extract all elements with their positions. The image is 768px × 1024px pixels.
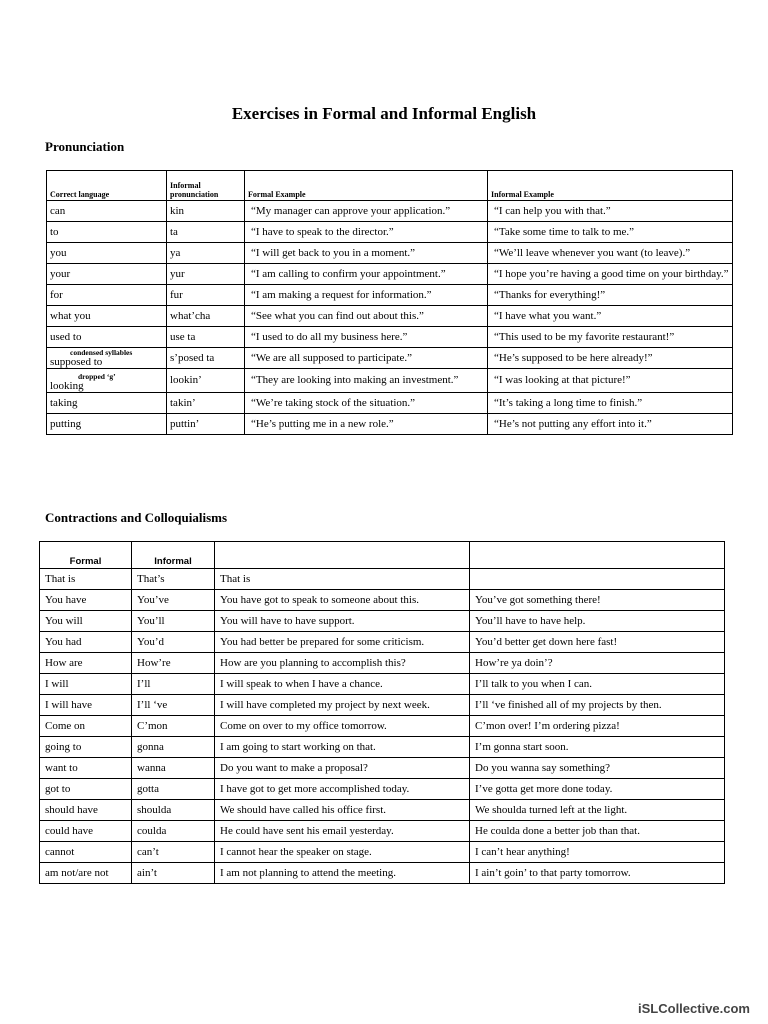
formal-example-cell: I will speak to when I have a chance. — [215, 674, 470, 695]
informal-cell: shoulda — [132, 800, 215, 821]
formal-cell: You have — [40, 590, 132, 611]
formal-cell: You will — [40, 611, 132, 632]
contractions-heading: Contractions and Colloquialisms — [45, 510, 228, 525]
table-row — [40, 632, 725, 653]
table-row — [47, 393, 733, 414]
pronunciation-table — [46, 170, 733, 435]
informal-example-cell: You’ll have to have help. — [470, 611, 725, 632]
table-row — [47, 201, 733, 222]
informal-cell: I’ll ‘ve — [132, 695, 215, 716]
correct-text: looking — [50, 380, 84, 392]
table-row — [40, 653, 725, 674]
informal-cell: ta — [167, 222, 245, 243]
informal-example-cell: “I hope you’re having a good time on your birthday.” — [488, 264, 733, 285]
formal-example-cell: You had better be prepared for some criticism. — [215, 632, 470, 653]
formal-example-cell: “He’s putting me in a new role.” — [245, 414, 488, 435]
informal-cell: That’s — [132, 569, 215, 590]
informal-cell: takin’ — [167, 393, 245, 414]
table-row — [47, 369, 733, 393]
formal-cell: I will — [40, 674, 132, 695]
informal-example-cell: You’ve got something there! — [470, 590, 725, 611]
formal-cell: am not/are not — [40, 863, 132, 884]
header-formal-example — [215, 542, 470, 569]
informal-example-cell: “I can help you with that.” — [488, 201, 733, 222]
informal-cell: gonna — [132, 737, 215, 758]
informal-cell: yur — [167, 264, 245, 285]
header-correct-language: Correct language — [47, 171, 167, 201]
header-informal-example: Informal Example — [488, 171, 733, 201]
formal-example-cell: We should have called his office first. — [215, 800, 470, 821]
informal-cell: puttin’ — [167, 414, 245, 435]
formal-example-cell: “I will get back to you in a moment.” — [245, 243, 488, 264]
correct-cell: putting — [47, 414, 167, 435]
table-row — [40, 758, 725, 779]
informal-example-cell: “Thanks for everything!” — [488, 285, 733, 306]
informal-example-cell: I’ll talk to you when I can. — [470, 674, 725, 695]
table-header-row — [40, 542, 725, 569]
informal-example-cell: “We’ll leave whenever you want (to leave).” — [488, 243, 733, 264]
informal-example-cell: “Take some time to talk to me.” — [488, 222, 733, 243]
formal-cell: got to — [40, 779, 132, 800]
informal-example-cell: I’m gonna start soon. — [470, 737, 725, 758]
correct-cell: used to — [47, 327, 167, 348]
formal-example-cell: Come on over to my office tomorrow. — [215, 716, 470, 737]
formal-example-cell: You have got to speak to someone about this. — [215, 590, 470, 611]
category-note: condensed syllables — [70, 348, 133, 357]
informal-cell: use ta — [167, 327, 245, 348]
informal-cell: fur — [167, 285, 245, 306]
informal-example-cell: “He’s supposed to be here already!” — [488, 348, 733, 369]
informal-example-cell: How’re ya doin’? — [470, 653, 725, 674]
informal-cell: gotta — [132, 779, 215, 800]
contractions-table — [39, 541, 725, 884]
table-row — [40, 800, 725, 821]
informal-example-cell: C’mon over! I’m ordering pizza! — [470, 716, 725, 737]
table-row — [47, 348, 733, 369]
table-row — [40, 674, 725, 695]
informal-example-cell: “I was looking at that picture!” — [488, 369, 733, 393]
formal-example-cell: “My manager can approve your application.” — [245, 201, 488, 222]
informal-example-cell: “This used to be my favorite restaurant!” — [488, 327, 733, 348]
correct-cell: can — [47, 201, 167, 222]
informal-example-cell: He coulda done a better job than that. — [470, 821, 725, 842]
table-row — [47, 285, 733, 306]
table-row — [47, 306, 733, 327]
category-note: dropped ‘g’ — [78, 372, 116, 381]
informal-example-cell: I ain’t goin’ to that party tomorrow. — [470, 863, 725, 884]
formal-example-cell: I will have completed my project by next week. — [215, 695, 470, 716]
formal-example-cell: “They are looking into making an investment.” — [245, 369, 488, 393]
formal-example-cell: I am going to start working on that. — [215, 737, 470, 758]
formal-example-cell: You will have to have support. — [215, 611, 470, 632]
page-title: Exercises in Formal and Informal English — [231, 104, 537, 123]
table-row — [40, 569, 725, 590]
formal-cell: How are — [40, 653, 132, 674]
table-row — [47, 264, 733, 285]
correct-cell: for — [47, 285, 167, 306]
correct-cell — [47, 369, 167, 393]
correct-cell: taking — [47, 393, 167, 414]
informal-example-cell: Do you wanna say something? — [470, 758, 725, 779]
formal-example-cell: That is — [215, 569, 470, 590]
table-row — [47, 414, 733, 435]
table-row — [40, 779, 725, 800]
informal-cell: You’d — [132, 632, 215, 653]
informal-example-cell: You’d better get down here fast! — [470, 632, 725, 653]
formal-example-cell: I cannot hear the speaker on stage. — [215, 842, 470, 863]
header-formal: Formal — [40, 542, 132, 569]
formal-cell: cannot — [40, 842, 132, 863]
informal-example-cell: “I have what you want.” — [488, 306, 733, 327]
informal-example-cell: I’ve gotta get more done today. — [470, 779, 725, 800]
formal-example-cell: He could have sent his email yesterday. — [215, 821, 470, 842]
informal-cell: lookin’ — [167, 369, 245, 393]
formal-example-cell: Do you want to make a proposal? — [215, 758, 470, 779]
table-row — [47, 243, 733, 264]
formal-example-cell: “We are all supposed to participate.” — [245, 348, 488, 369]
informal-cell: kin — [167, 201, 245, 222]
formal-example-cell: I have got to get more accomplished today. — [215, 779, 470, 800]
header-formal-example: Formal Example — [245, 171, 488, 201]
informal-cell: You’ll — [132, 611, 215, 632]
table-row — [40, 821, 725, 842]
informal-cell: coulda — [132, 821, 215, 842]
formal-cell: I will have — [40, 695, 132, 716]
informal-cell: s’posed ta — [167, 348, 245, 369]
informal-cell: ya — [167, 243, 245, 264]
formal-cell: That is — [40, 569, 132, 590]
formal-cell: should have — [40, 800, 132, 821]
formal-example-cell: “I am calling to confirm your appointment.” — [245, 264, 488, 285]
header-informal-pronunciation: Informal pronunciation — [167, 171, 245, 201]
table-row — [47, 327, 733, 348]
formal-example-cell: How are you planning to accomplish this? — [215, 653, 470, 674]
formal-example-cell: “I have to speak to the director.” — [245, 222, 488, 243]
correct-cell: to — [47, 222, 167, 243]
informal-example-cell: We shoulda turned left at the light. — [470, 800, 725, 821]
informal-example-cell: “It’s taking a long time to finish.” — [488, 393, 733, 414]
informal-example-cell: “He’s not putting any effort into it.” — [488, 414, 733, 435]
table-row — [40, 737, 725, 758]
table-row — [40, 590, 725, 611]
informal-cell: I’ll — [132, 674, 215, 695]
informal-cell: wanna — [132, 758, 215, 779]
watermark: iSLCollective.com — [638, 1001, 750, 1016]
table-header-row — [47, 171, 733, 201]
informal-cell: ain’t — [132, 863, 215, 884]
formal-example-cell: “I used to do all my business here.” — [245, 327, 488, 348]
table-row — [40, 716, 725, 737]
header-informal: Informal — [132, 542, 215, 569]
formal-example-cell: “I am making a request for information.” — [245, 285, 488, 306]
formal-example-cell: “We’re taking stock of the situation.” — [245, 393, 488, 414]
formal-cell: want to — [40, 758, 132, 779]
correct-cell: your — [47, 264, 167, 285]
correct-cell: you — [47, 243, 167, 264]
informal-example-cell: I’ll ‘ve finished all of my projects by then. — [470, 695, 725, 716]
informal-cell: You’ve — [132, 590, 215, 611]
correct-cell: what you — [47, 306, 167, 327]
table-row — [40, 695, 725, 716]
correct-cell — [47, 348, 167, 369]
contractions-body — [40, 569, 725, 884]
informal-cell: C’mon — [132, 716, 215, 737]
informal-cell: can’t — [132, 842, 215, 863]
informal-example-cell — [470, 569, 725, 590]
pronunciation-heading: Pronunciation — [45, 139, 125, 154]
formal-cell: could have — [40, 821, 132, 842]
formal-example-cell: “See what you can find out about this.” — [245, 306, 488, 327]
correct-text: supposed to — [50, 356, 103, 368]
table-row — [47, 222, 733, 243]
table-row — [40, 842, 725, 863]
formal-cell: going to — [40, 737, 132, 758]
header-informal-example — [470, 542, 725, 569]
informal-example-cell: I can’t hear anything! — [470, 842, 725, 863]
formal-cell: You had — [40, 632, 132, 653]
table-row — [40, 863, 725, 884]
table-row — [40, 611, 725, 632]
informal-cell: what’cha — [167, 306, 245, 327]
informal-cell: How’re — [132, 653, 215, 674]
formal-example-cell: I am not planning to attend the meeting. — [215, 863, 470, 884]
formal-cell: Come on — [40, 716, 132, 737]
